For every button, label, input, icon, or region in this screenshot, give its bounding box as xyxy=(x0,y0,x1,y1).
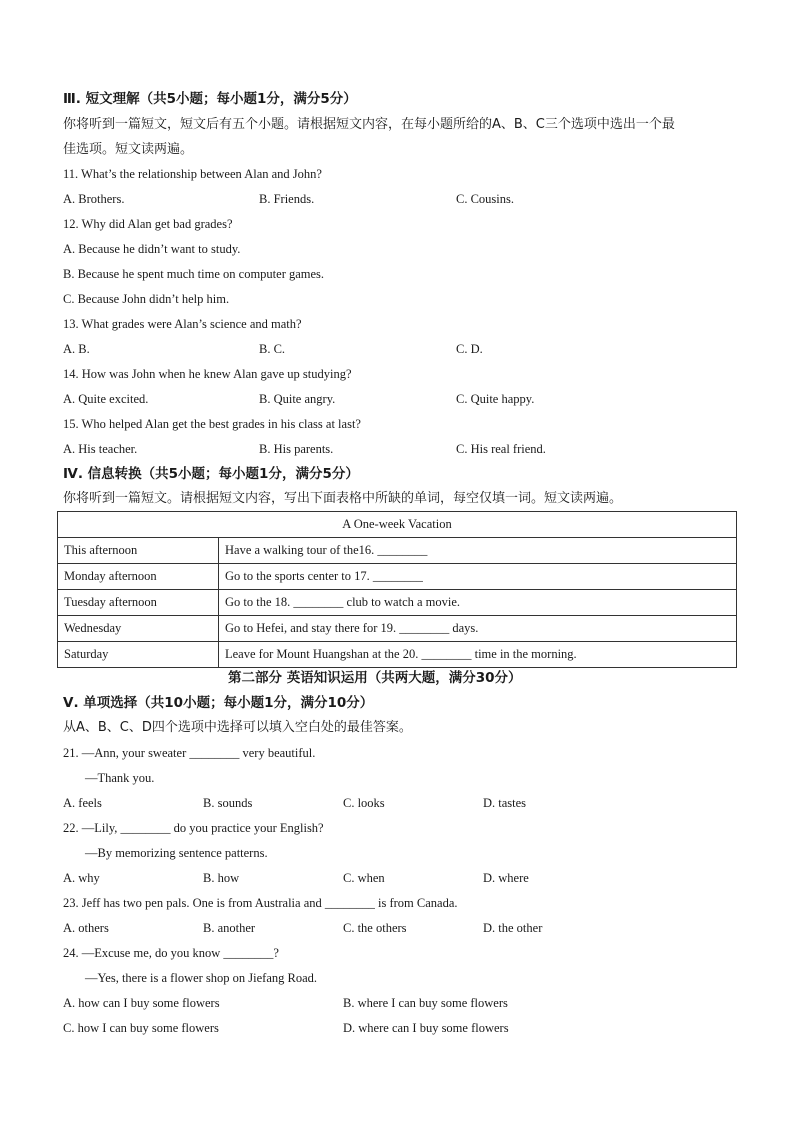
question-11-option-c: C. Cousins. xyxy=(456,192,515,206)
question-23-option-b: B. another xyxy=(203,921,256,935)
question-11-option-b: B. Friends. xyxy=(259,192,315,206)
question-22-option-c: C. when xyxy=(343,871,385,885)
table-row xyxy=(58,616,737,642)
question-11-option-a: A. Brothers. xyxy=(63,192,125,206)
question-23-option-d: D. the other xyxy=(483,921,543,935)
section-3-instruction: 你将听到一篇短文，短文后有五个小题。请根据短文内容，在每小题所给的A、B、C三个选项中选出一个最 xyxy=(63,117,675,132)
table-cell-day: Saturday xyxy=(58,642,219,668)
question-13-option-b: B. C. xyxy=(259,342,286,356)
table-title: A One-week Vacation xyxy=(58,512,737,538)
question-12-option-a: A. Because he didn’t want to study. xyxy=(63,242,241,256)
table-cell-day: Tuesday afternoon xyxy=(58,590,219,616)
question-13-option-a: A. B. xyxy=(63,342,90,356)
section-3-instruction-cont: 佳选项。短文读两遍。 xyxy=(63,142,194,157)
question-12-option-c: C. Because John didn’t help him. xyxy=(63,292,230,306)
question-15-option-a: A. His teacher. xyxy=(63,442,138,456)
table-cell-activity: Go to the sports center to 17. ________ xyxy=(219,564,737,590)
question-24-reply: —Yes, there is a flower shop on Jiefang Road. xyxy=(85,971,318,985)
question-23-option-a: A. others xyxy=(63,921,109,935)
table-cell-activity: Go to Hefei, and stay there for 19. ________ days. xyxy=(219,616,737,642)
table-row xyxy=(58,590,737,616)
question-24-option-d: D. where can I buy some flowers xyxy=(343,1021,509,1035)
question-15-stem: 15. Who helped Alan get the best grades in his class at last? xyxy=(63,417,361,431)
question-24-option-c: C. how I can buy some flowers xyxy=(63,1021,219,1035)
question-11-stem: 11. What’s the relationship between Alan and John? xyxy=(63,167,322,181)
table-row xyxy=(58,564,737,590)
table-cell-activity: Go to the 18. ________ club to watch a movie. xyxy=(219,590,737,616)
section-5-instruction: 从A、B、C、D四个选项中选择可以填入空白处的最佳答案。 xyxy=(63,720,412,735)
question-22-reply: —By memorizing sentence patterns. xyxy=(85,846,268,860)
question-24-option-a: A. how can I buy some flowers xyxy=(63,996,220,1010)
question-21-option-d: D. tastes xyxy=(483,796,527,810)
section-5-heading: Ⅴ. 单项选择（共10小题；每小题1分，满分10分） xyxy=(63,695,374,711)
question-21-stem: 21. —Ann, your sweater ________ very beautiful. xyxy=(63,746,316,760)
question-21-option-a: A. feels xyxy=(63,796,102,810)
question-14-stem: 14. How was John when he knew Alan gave up studying? xyxy=(63,367,352,381)
section-4-heading: Ⅳ. 信息转换（共5小题；每小题1分，满分5分） xyxy=(63,466,359,482)
question-21-option-c: C. looks xyxy=(343,796,385,810)
table-cell-day: Wednesday xyxy=(58,616,219,642)
table-cell-activity: Leave for Mount Huangshan at the 20. ________ time in the morning. xyxy=(219,642,737,668)
part-2-heading: 第二部分 英语知识运用（共两大题，满分30分） xyxy=(228,670,522,686)
question-22-option-b: B. how xyxy=(203,871,240,885)
question-14-option-a: A. Quite excited. xyxy=(63,392,149,406)
table-row xyxy=(58,642,737,668)
vacation-table xyxy=(57,511,737,668)
question-24-stem: 24. —Excuse me, do you know ________? xyxy=(63,946,279,960)
question-14-option-c: C. Quite happy. xyxy=(456,392,535,406)
question-22-stem: 22. —Lily, ________ do you practice your English? xyxy=(63,821,324,835)
question-22-option-a: A. why xyxy=(63,871,100,885)
table-cell-activity: Have a walking tour of the16. ________ xyxy=(219,538,737,564)
table-cell-day: This afternoon xyxy=(58,538,219,564)
table-title-row xyxy=(58,512,737,538)
question-24-option-b: B. where I can buy some flowers xyxy=(343,996,508,1010)
question-21-option-b: B. sounds xyxy=(203,796,253,810)
table-cell-day: Monday afternoon xyxy=(58,564,219,590)
question-23-stem: 23. Jeff has two pen pals. One is from Australia and ________ is from Canada. xyxy=(63,896,458,910)
section-3-heading: Ⅲ. 短文理解（共5小题；每小题1分，满分5分） xyxy=(63,91,357,107)
section-4-instruction: 你将听到一篇短文。请根据短文内容，写出下面表格中所缺的单词，每空仅填一词。短文读两遍。 xyxy=(63,491,623,506)
question-12-option-b: B. Because he spent much time on computer games. xyxy=(63,267,325,281)
question-13-stem: 13. What grades were Alan’s science and math? xyxy=(63,317,302,331)
question-15-option-c: C. His real friend. xyxy=(456,442,546,456)
table-row xyxy=(58,538,737,564)
question-22-option-d: D. where xyxy=(483,871,529,885)
question-15-option-b: B. His parents. xyxy=(259,442,334,456)
question-12-stem: 12. Why did Alan get bad grades? xyxy=(63,217,233,231)
question-13-option-c: C. D. xyxy=(456,342,483,356)
question-23-option-c: C. the others xyxy=(343,921,407,935)
question-21-reply: —Thank you. xyxy=(85,771,155,785)
question-14-option-b: B. Quite angry. xyxy=(259,392,336,406)
